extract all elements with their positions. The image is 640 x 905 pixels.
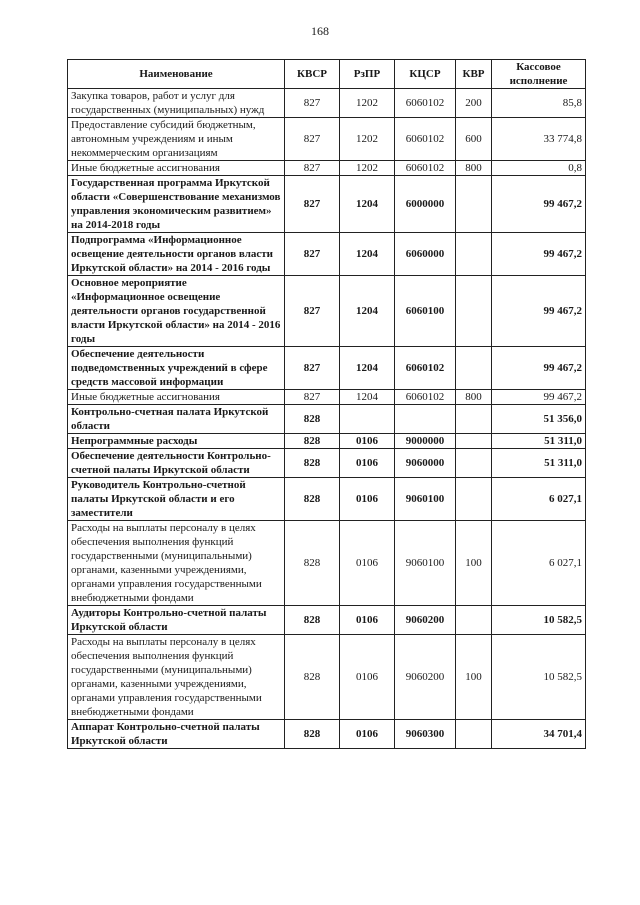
header-kvr: КВР (456, 60, 492, 89)
cell-name: Аудиторы Контрольно-счетной палаты Иркутской области (68, 606, 285, 635)
table-row (68, 606, 586, 635)
cell-kcsr: 6060102 (395, 161, 456, 176)
cell-amount: 51 356,0 (492, 405, 586, 434)
cell-amount: 34 701,4 (492, 720, 586, 749)
cell-kvsr: 828 (285, 635, 340, 720)
cell-kcsr: 6060102 (395, 118, 456, 161)
header-amount: Кассовое исполнение (492, 60, 586, 89)
table-row (68, 161, 586, 176)
table-row (68, 449, 586, 478)
header-kcsr: КЦСР (395, 60, 456, 89)
table-row (68, 118, 586, 161)
table-row (68, 89, 586, 118)
cell-name: Иные бюджетные ассигнования (68, 390, 285, 405)
cell-name: Руководитель Контрольно-счетной палаты Иркутской области и его заместители (68, 478, 285, 521)
cell-amount: 99 467,2 (492, 233, 586, 276)
cell-rzpr: 0106 (340, 449, 395, 478)
cell-rzpr: 0106 (340, 720, 395, 749)
cell-kcsr: 9060200 (395, 635, 456, 720)
cell-kcsr: 6060102 (395, 347, 456, 390)
cell-kcsr: 6060102 (395, 390, 456, 405)
cell-rzpr: 0106 (340, 635, 395, 720)
cell-kvr (456, 449, 492, 478)
table-row (68, 478, 586, 521)
cell-kcsr: 9060100 (395, 521, 456, 606)
table-row (68, 635, 586, 720)
cell-kvsr: 828 (285, 434, 340, 449)
cell-amount: 0,8 (492, 161, 586, 176)
cell-kvr (456, 233, 492, 276)
cell-kcsr: 6060000 (395, 233, 456, 276)
table-row (68, 434, 586, 449)
cell-name: Обеспечение деятельности Контрольно-счетной палаты Иркутской области (68, 449, 285, 478)
cell-kvsr: 827 (285, 89, 340, 118)
cell-amount: 99 467,2 (492, 347, 586, 390)
cell-kvsr: 827 (285, 176, 340, 233)
table-row (68, 176, 586, 233)
cell-amount: 10 582,5 (492, 635, 586, 720)
cell-name: Предоставление субсидий бюджетным, автономным учреждениям и иным некоммерческим организациям (68, 118, 285, 161)
cell-amount: 6 027,1 (492, 478, 586, 521)
cell-name: Контрольно-счетная палата Иркутской области (68, 405, 285, 434)
table-row (68, 276, 586, 347)
cell-name: Подпрограмма «Информационное освещение деятельности органов власти Иркутской области» на 2014 - 2016 годы (68, 233, 285, 276)
header-name: Наименование (68, 60, 285, 89)
cell-kvr (456, 176, 492, 233)
cell-kvr (456, 405, 492, 434)
cell-rzpr: 1204 (340, 276, 395, 347)
cell-kvsr: 827 (285, 347, 340, 390)
cell-kvr: 800 (456, 390, 492, 405)
cell-kcsr: 9060100 (395, 478, 456, 521)
cell-kvsr: 828 (285, 478, 340, 521)
cell-amount: 10 582,5 (492, 606, 586, 635)
cell-rzpr: 0106 (340, 478, 395, 521)
cell-kcsr: 9060000 (395, 449, 456, 478)
cell-kcsr: 9000000 (395, 434, 456, 449)
cell-rzpr: 0106 (340, 434, 395, 449)
cell-rzpr: 1204 (340, 176, 395, 233)
cell-kvsr: 827 (285, 390, 340, 405)
cell-kvsr: 827 (285, 118, 340, 161)
cell-name: Закупка товаров, работ и услуг для государственных (муниципальных) нужд (68, 89, 285, 118)
table-header-row (68, 60, 586, 89)
cell-amount: 99 467,2 (492, 276, 586, 347)
cell-name: Государственная программа Иркутской области «Совершенствование механизмов управления экономическим развитием» на 2014-2018 годы (68, 176, 285, 233)
cell-rzpr (340, 405, 395, 434)
cell-name: Обеспечение деятельности подведомственных учреждений в сфере средств массовой информации (68, 347, 285, 390)
cell-kvr: 100 (456, 635, 492, 720)
cell-name: Иные бюджетные ассигнования (68, 161, 285, 176)
cell-kvsr: 828 (285, 405, 340, 434)
cell-amount: 51 311,0 (492, 449, 586, 478)
cell-kvr (456, 720, 492, 749)
cell-kvr (456, 434, 492, 449)
cell-rzpr: 0106 (340, 521, 395, 606)
cell-kcsr (395, 405, 456, 434)
cell-name: Основное мероприятие «Информационное освещение деятельности органов государственной власти Иркутской области» на 2014 - 2016 годы (68, 276, 285, 347)
cell-kvr (456, 347, 492, 390)
cell-rzpr: 1204 (340, 233, 395, 276)
cell-kcsr: 9060300 (395, 720, 456, 749)
cell-kvsr: 828 (285, 606, 340, 635)
cell-kvsr: 828 (285, 449, 340, 478)
header-kvsr: КВСР (285, 60, 340, 89)
table-row (68, 233, 586, 276)
cell-kcsr: 6060100 (395, 276, 456, 347)
cell-kvr: 600 (456, 118, 492, 161)
cell-kvr: 100 (456, 521, 492, 606)
cell-name: Расходы на выплаты персоналу в целях обеспечения выполнения функций государственными (муниципальными) органами, казенными учреждениями, органами управления государственными внебюджетными фондами (68, 521, 285, 606)
cell-rzpr: 0106 (340, 606, 395, 635)
cell-kvr (456, 276, 492, 347)
cell-kvr: 200 (456, 89, 492, 118)
cell-kvsr: 828 (285, 720, 340, 749)
cell-kvr: 800 (456, 161, 492, 176)
table-row (68, 521, 586, 606)
cell-amount: 51 311,0 (492, 434, 586, 449)
cell-name: Непрограммные расходы (68, 434, 285, 449)
cell-rzpr: 1204 (340, 390, 395, 405)
budget-execution-table (67, 59, 586, 749)
cell-amount: 33 774,8 (492, 118, 586, 161)
cell-rzpr: 1202 (340, 89, 395, 118)
header-rzpr: РзПР (340, 60, 395, 89)
cell-rzpr: 1204 (340, 347, 395, 390)
cell-kvsr: 827 (285, 161, 340, 176)
cell-name: Аппарат Контрольно-счетной палаты Иркутской области (68, 720, 285, 749)
cell-kvsr: 827 (285, 276, 340, 347)
cell-amount: 85,8 (492, 89, 586, 118)
table-row (68, 347, 586, 390)
cell-name: Расходы на выплаты персоналу в целях обеспечения выполнения функций государственными (муниципальными) органами, казенными учреждениями, органами управления государственными внебюджетными фондами (68, 635, 285, 720)
cell-kcsr: 6000000 (395, 176, 456, 233)
table-row (68, 405, 586, 434)
cell-kvr (456, 478, 492, 521)
cell-kvsr: 828 (285, 521, 340, 606)
cell-rzpr: 1202 (340, 118, 395, 161)
cell-kvsr: 827 (285, 233, 340, 276)
cell-kvr (456, 606, 492, 635)
cell-amount: 99 467,2 (492, 176, 586, 233)
cell-kcsr: 9060200 (395, 606, 456, 635)
table-body (68, 89, 586, 749)
cell-amount: 99 467,2 (492, 390, 586, 405)
table-row (68, 720, 586, 749)
page-number: 168 (311, 24, 329, 38)
cell-kcsr: 6060102 (395, 89, 456, 118)
cell-rzpr: 1202 (340, 161, 395, 176)
cell-amount: 6 027,1 (492, 521, 586, 606)
table-row (68, 390, 586, 405)
